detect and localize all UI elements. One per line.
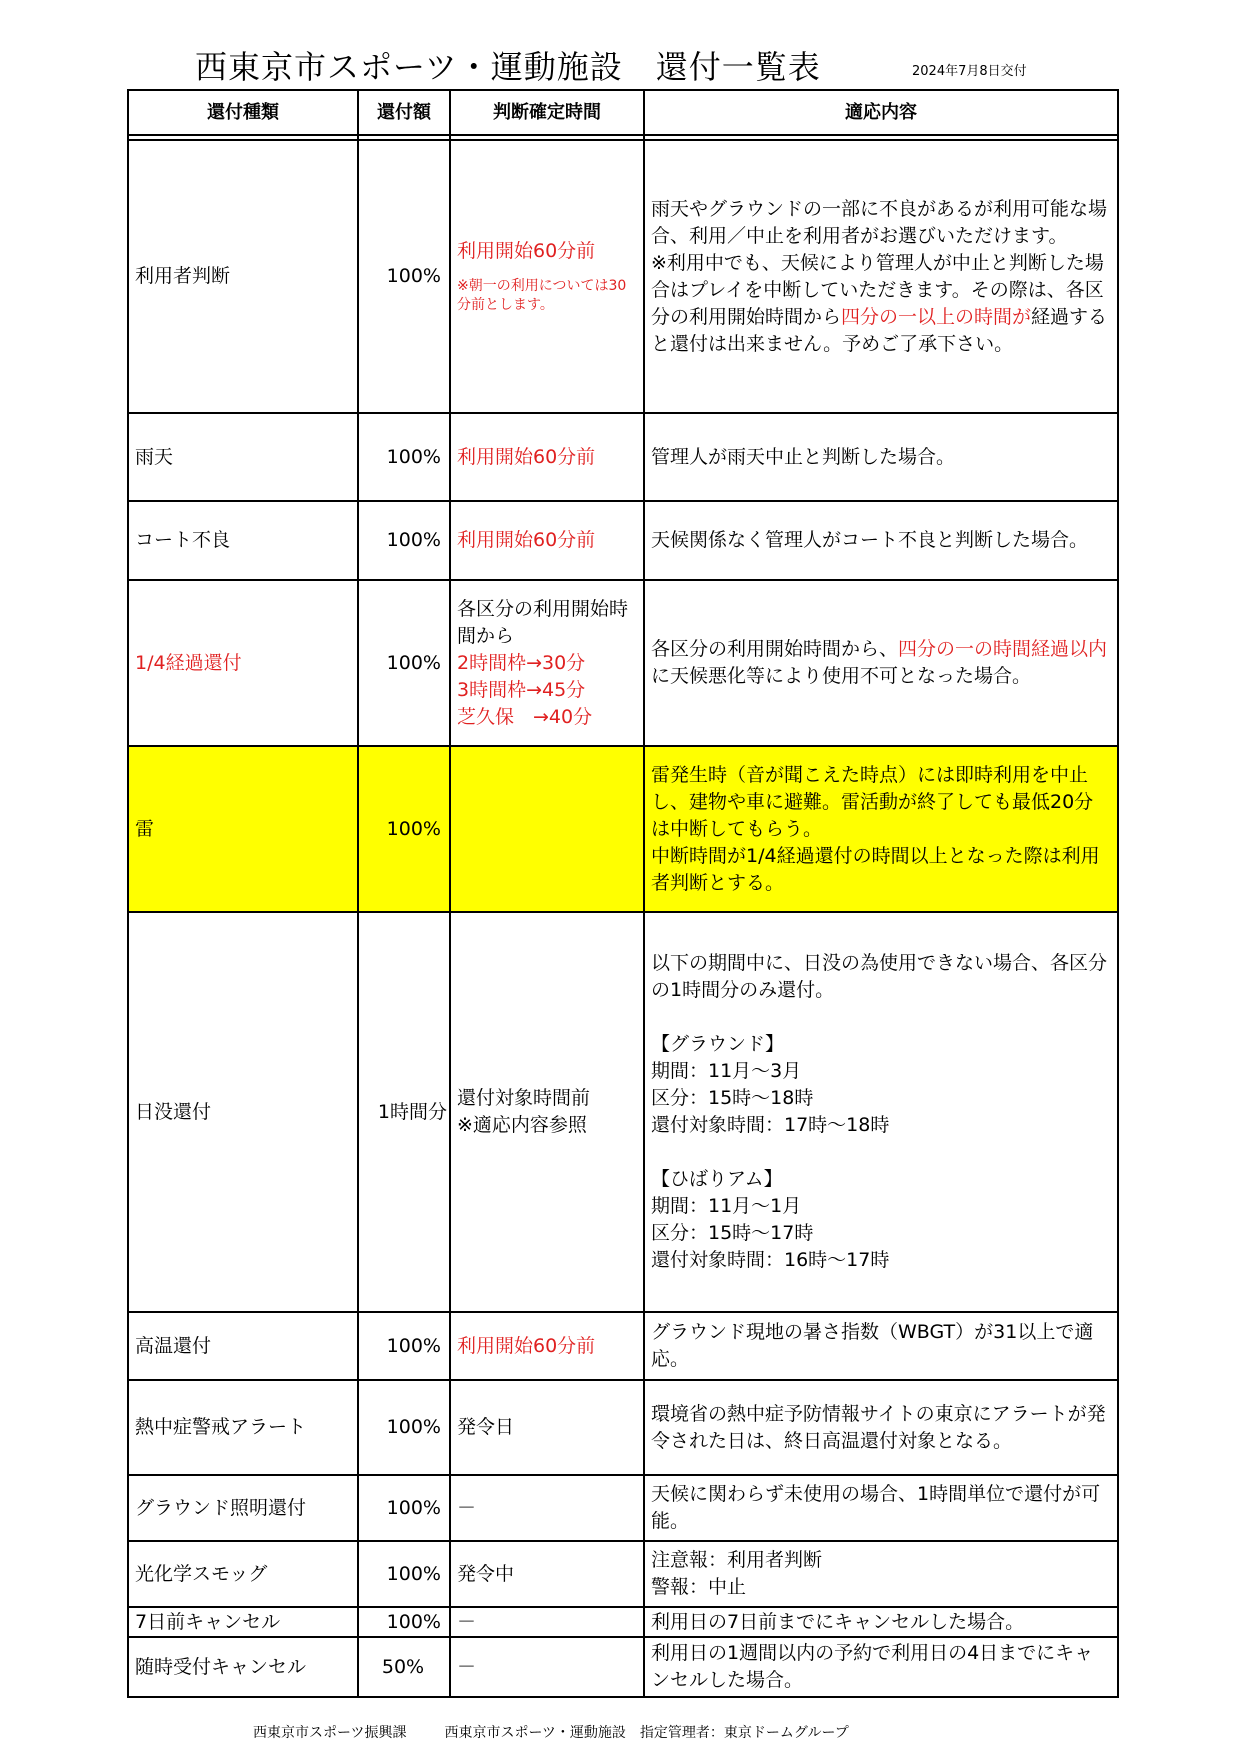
refund-amount: 100% <box>358 501 450 580</box>
footer <box>253 1722 887 1742</box>
time-text: ※適応内容参照 <box>457 1114 587 1136</box>
content-text: 期間：11月～1月 <box>651 1195 802 1217</box>
time-text: 各区分の利用開始時間から <box>457 597 629 647</box>
table-row <box>128 1312 1118 1380</box>
refund-type: 高温還付 <box>128 1312 358 1380</box>
table-row <box>128 746 1118 912</box>
decision-time <box>450 580 644 746</box>
refund-amount: 100% <box>358 746 450 912</box>
content: 利用日の7日前までにキャンセルした場合。 <box>644 1607 1118 1637</box>
content: 天候に関わらず未使用の場合、1時間単位で還付が可能。 <box>644 1475 1118 1541</box>
content-text: 警報：中止 <box>651 1576 747 1598</box>
section-heading: 【ひばりアム】 <box>651 1168 783 1190</box>
col-header-type: 還付種類 <box>128 90 358 135</box>
refund-amount: 50% <box>358 1637 450 1697</box>
refund-type: 光化学スモッグ <box>128 1541 358 1607</box>
content <box>644 580 1118 746</box>
time-note: ※朝一の利用については30分前とします。 <box>457 278 627 313</box>
footer-dept: 西東京市スポーツ振興課 <box>253 1725 407 1741</box>
content: 天候関係なく管理人がコート不良と判断した場合。 <box>644 501 1118 580</box>
decision-time: － <box>450 1607 644 1637</box>
content-text: 区分：15時～18時 <box>651 1087 814 1109</box>
content-text: 雨天やグラウンドの一部に不良があるが利用可能な場合、利用／中止を利用者がお選びいただけます。 <box>651 197 1108 247</box>
refund-type: コート不良 <box>128 501 358 580</box>
content: 管理人が雨天中止と判断した場合。 <box>644 413 1118 501</box>
content: 環境省の熱中症予防情報サイトの東京にアラートが発令された日は、終日高温還付対象となる。 <box>644 1380 1118 1475</box>
refund-amount: 100% <box>358 1475 450 1541</box>
content-text: 注意報：利用者判断 <box>651 1549 823 1571</box>
time-text: 3時間枠→45分 <box>457 678 586 701</box>
page-title: 西東京市スポーツ・運動施設 還付一覧表 <box>195 48 821 86</box>
content-text: 経過すると還付は出来ません。予めご了承下さい。 <box>651 305 1108 355</box>
content-text: 中断時間が1/4経過還付の時間以上となった際は利用者判断とする。 <box>651 844 1100 894</box>
col-header-time: 判断確定時間 <box>450 90 644 135</box>
content-text: 区分：15時～17時 <box>651 1222 814 1244</box>
refund-type: グラウンド照明還付 <box>128 1475 358 1541</box>
refund-type: 1/4経過還付 <box>128 580 358 746</box>
refund-amount: 100% <box>358 1312 450 1380</box>
time-main: 利用開始60分前 <box>457 240 596 262</box>
col-header-content: 適応内容 <box>644 90 1118 135</box>
table-row <box>128 1380 1118 1475</box>
header-row <box>128 90 1118 135</box>
time-text: 還付対象時間前 <box>457 1087 591 1109</box>
refund-amount: 100% <box>358 413 450 501</box>
refund-type: 熱中症警戒アラート <box>128 1380 358 1475</box>
issue-date: 2024年7月8日交付 <box>912 64 1027 79</box>
refund-type: 日没還付 <box>128 912 358 1312</box>
refund-amount: 100% <box>358 140 450 413</box>
col-header-amount: 還付額 <box>358 90 450 135</box>
content-text: 還付対象時間：16時～17時 <box>651 1249 890 1271</box>
content-text: 還付対象時間：17時～18時 <box>651 1114 890 1136</box>
table-row <box>128 501 1118 580</box>
table-row <box>128 912 1118 1312</box>
footer-manager: 西東京市スポーツ・運動施設 指定管理者：東京ドームグループ <box>444 1725 849 1741</box>
refund-amount: 1時間分 <box>358 912 450 1312</box>
table-row <box>128 1607 1118 1637</box>
refund-type: 利用者判断 <box>128 140 358 413</box>
content <box>644 1541 1118 1607</box>
decision-time <box>450 912 644 1312</box>
table-row <box>128 1541 1118 1607</box>
refund-type: 7日前キャンセル <box>128 1607 358 1637</box>
content <box>644 746 1118 912</box>
content-text: ※利用中でも、天候により管理人が中止と判断した場合はプレイを中断していただきます。その際は、各区分の利用開始時間から <box>651 251 1104 328</box>
refund-amount: 100% <box>358 1607 450 1637</box>
table-row <box>128 1475 1118 1541</box>
refund-type: 随時受付キャンセル <box>128 1637 358 1697</box>
content-text: に天候悪化等により使用不可となった場合。 <box>651 665 1032 687</box>
decision-time: 発令日 <box>450 1380 644 1475</box>
section-heading: 【グラウンド】 <box>651 1033 785 1055</box>
table-row <box>128 580 1118 746</box>
content-text: 各区分の利用開始時間から、 <box>651 638 899 660</box>
refund-amount: 100% <box>358 1380 450 1475</box>
content-text: 雷発生時（音が聞こえた時点）には即時利用を中止し、建物や車に避難。雷活動が終了しても最低20分は中断してもらう。 <box>651 763 1094 840</box>
table-row <box>128 413 1118 501</box>
content: 利用日の1週間以内の予約で利用日の4日までにキャンセルした場合。 <box>644 1637 1118 1697</box>
decision-time: 利用開始60分前 <box>450 1312 644 1380</box>
decision-time <box>450 140 644 413</box>
decision-time: － <box>450 1475 644 1541</box>
content-highlight: 四分の一以上の時間が <box>841 305 1032 328</box>
decision-time: 発令中 <box>450 1541 644 1607</box>
time-text: 2時間枠→30分 <box>457 651 586 674</box>
table-row <box>128 140 1118 413</box>
decision-time: 利用開始60分前 <box>450 413 644 501</box>
refund-amount: 100% <box>358 580 450 746</box>
decision-time: － <box>450 1637 644 1697</box>
content: グラウンド現地の暑さ指数（WBGT）が31以上で適応。 <box>644 1312 1118 1380</box>
content-text: 以下の期間中に、日没の為使用できない場合、各区分の1時間分のみ還付。 <box>651 952 1108 1001</box>
content-highlight: 四分の一の時間経過以内 <box>898 638 1108 660</box>
refund-table <box>127 89 1119 1698</box>
decision-time <box>450 746 644 912</box>
content <box>644 912 1118 1312</box>
content-text: 期間：11月～3月 <box>651 1060 802 1082</box>
refund-type: 雷 <box>128 746 358 912</box>
content <box>644 140 1118 413</box>
refund-type: 雨天 <box>128 413 358 501</box>
decision-time: 利用開始60分前 <box>450 501 644 580</box>
time-text: 芝久保 →40分 <box>457 705 593 728</box>
table-row <box>128 1637 1118 1697</box>
refund-amount: 100% <box>358 1541 450 1607</box>
